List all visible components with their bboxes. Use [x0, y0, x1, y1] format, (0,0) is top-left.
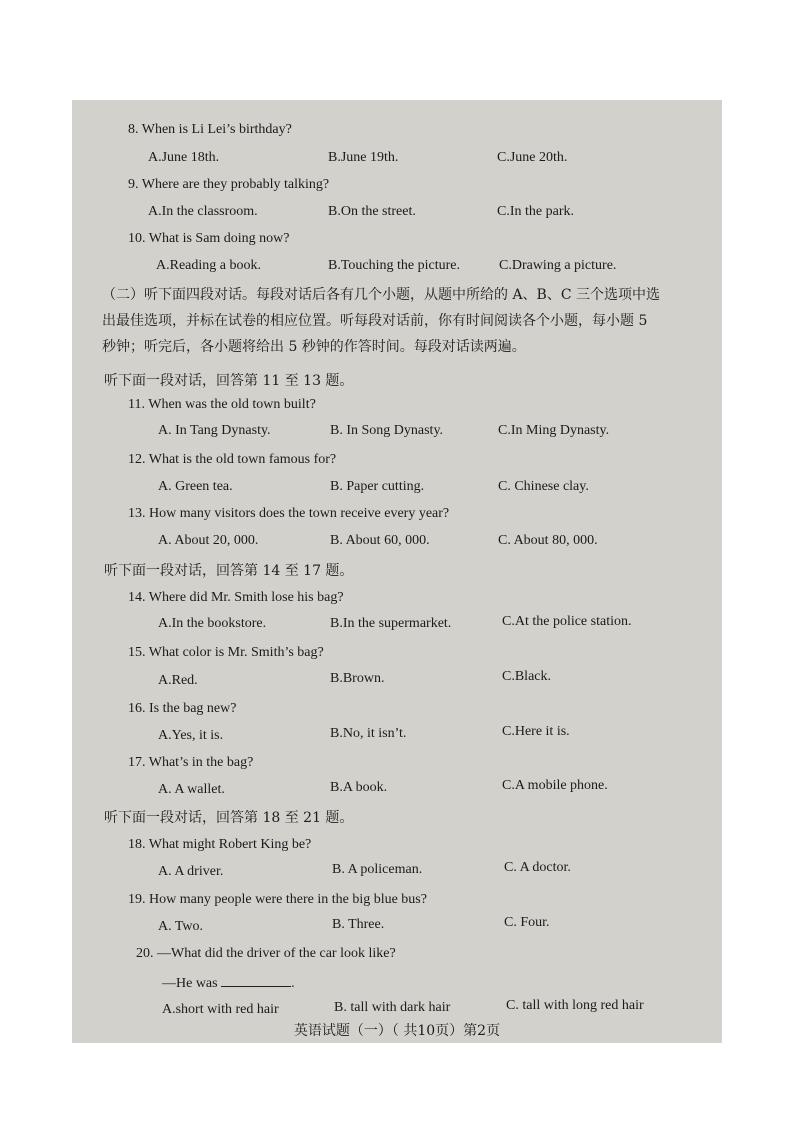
q9-option-c: C.In the park.	[497, 204, 574, 219]
q10-option-b: B.Touching the picture.	[328, 258, 460, 273]
q16-option-c: C.Here it is.	[502, 724, 570, 739]
q13-option-a: A. About 20, 000.	[158, 533, 259, 548]
q13-option-b: B. About 60, 000.	[330, 533, 430, 548]
q8-option-c: C.June 20th.	[497, 150, 568, 165]
q16-option-b: B.No, it isn’t.	[330, 726, 407, 741]
q9-option-b: B.On the street.	[328, 204, 416, 219]
q9-option-a: A.In the classroom.	[148, 204, 258, 219]
q18-option-a: A. A driver.	[158, 864, 224, 879]
q11-option-b: B. In Song Dynasty.	[330, 423, 444, 438]
q15-option-a: A.Red.	[158, 673, 198, 688]
question-20: 20. —What did the driver of the car look like?	[136, 946, 396, 961]
q10-option-c: C.Drawing a picture.	[499, 258, 617, 273]
q8-option-a: A.June 18th.	[148, 150, 220, 165]
q11-option-a: A. In Tang Dynasty.	[158, 423, 271, 438]
question-19: 19. How many people were there in the big blue bus?	[128, 892, 427, 907]
question-10: 10. What is Sam doing now?	[128, 231, 290, 246]
q15-option-b: B.Brown.	[330, 671, 385, 686]
question-17: 17. What’s in the bag?	[128, 755, 254, 770]
q17-option-b: B.A book.	[330, 780, 388, 795]
question-14: 14. Where did Mr. Smith lose his bag?	[128, 590, 344, 605]
q12-option-a: A. Green tea.	[158, 479, 233, 494]
exam-page	[72, 100, 722, 1043]
dialog-18-21-heading: 听下面一段对话，回答第 18 至 21 题。	[104, 810, 354, 826]
q19-option-c: C. Four.	[504, 915, 550, 930]
dialog-14-17-heading: 听下面一段对话，回答第 14 至 17 题。	[104, 563, 354, 579]
question-16: 16. Is the bag new?	[128, 701, 237, 716]
q12-option-c: C. Chinese clay.	[498, 479, 589, 494]
q18-option-b: B. A policeman.	[332, 862, 423, 877]
question-13: 13. How many visitors does the town receive every year?	[128, 506, 450, 521]
q20-reply-text: —He was	[162, 976, 218, 991]
bleed-through-text	[462, 100, 722, 1043]
q20-option-a: A.short with red hair	[162, 1002, 279, 1017]
q12-option-b: B. Paper cutting.	[330, 479, 425, 494]
q20-reply: —He was .	[162, 976, 295, 991]
q14-option-a: A.In the bookstore.	[158, 616, 267, 631]
q19-option-a: A. Two.	[158, 919, 204, 934]
q10-option-a: A.Reading a book.	[156, 258, 261, 273]
section-two-instructions: （二）听下面四段对话。每段对话后各有几个小题，从题中所给的 A、B、C 三个选项中选出最佳选项，并标在试卷的相应位置。听每段对话前，你有时间阅读各个小题，每小题 5 秒钟；听完后，各小题将给出 5 秒钟的作答时间。每段对话读两遍。	[102, 287, 661, 355]
q8-option-b: B.June 19th.	[328, 150, 399, 165]
q11-option-c: C.In Ming Dynasty.	[498, 423, 610, 438]
q15-option-c: C.Black.	[502, 669, 551, 684]
dialog-11-13-heading: 听下面一段对话，回答第 11 至 13 题。	[104, 373, 354, 389]
question-15: 15. What color is Mr. Smith’s bag?	[128, 645, 324, 660]
q14-option-b: B.In the supermarket.	[330, 616, 452, 631]
question-18: 18. What might Robert King be?	[128, 837, 312, 852]
q16-option-a: A.Yes, it is.	[158, 728, 224, 743]
question-12: 12. What is the old town famous for?	[128, 452, 337, 467]
q20-option-b: B. tall with dark hair	[334, 1000, 451, 1015]
q17-option-c: C.A mobile phone.	[502, 778, 608, 793]
q19-option-b: B. Three.	[332, 917, 385, 932]
question-8: 8. When is Li Lei’s birthday?	[128, 122, 292, 137]
answer-blank	[221, 974, 291, 987]
page-footer: 英语试题（一）（ 共10页）第2页	[293, 1023, 501, 1039]
q17-option-a: A. A wallet.	[158, 782, 225, 797]
q18-option-c: C. A doctor.	[504, 860, 571, 875]
q14-option-c: C.At the police station.	[502, 614, 632, 629]
question-11: 11. When was the old town built?	[128, 397, 316, 412]
question-9: 9. Where are they probably talking?	[128, 177, 330, 192]
q13-option-c: C. About 80, 000.	[498, 533, 598, 548]
q20-option-c: C. tall with long red hair	[506, 998, 644, 1013]
